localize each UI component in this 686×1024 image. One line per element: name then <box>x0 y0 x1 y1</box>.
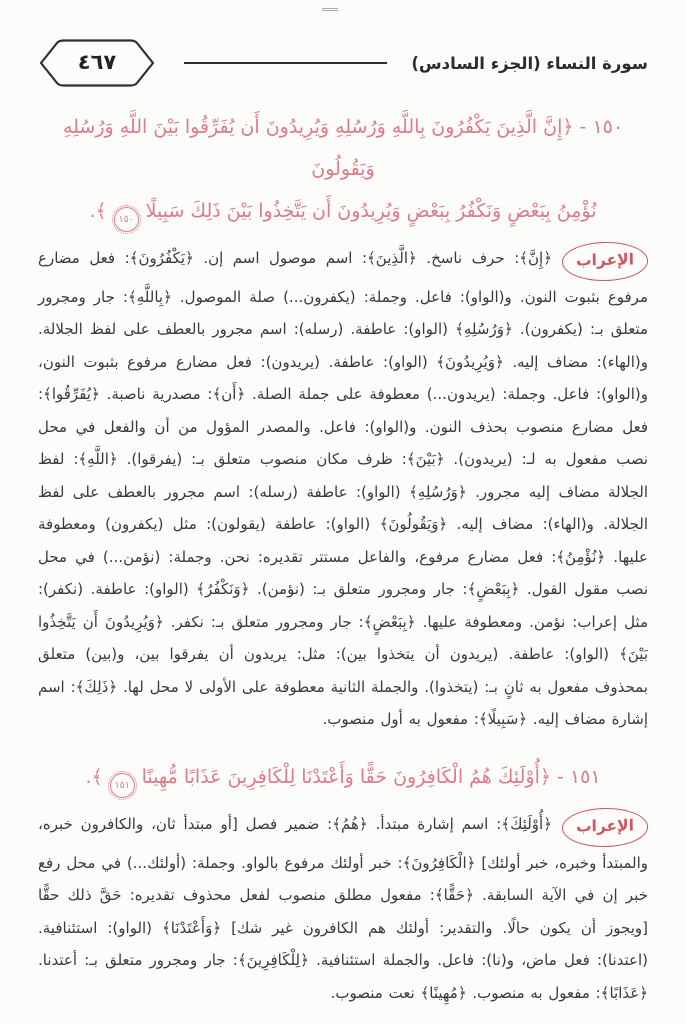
irab-label-badge: الإعراب <box>562 807 649 847</box>
scan-artifact-mark <box>322 8 338 16</box>
verse-150-line-2-text: نُؤْمِنُ بِبَعْضٍ وَنَكْفُرُ بِبَعْضٍ وَيُرِيدُونَ أَن يَتَّخِذُوا بَيْنَ ذَلِكَ سَبِيلًا <box>145 200 597 222</box>
verse-151 <box>40 756 646 798</box>
page-number: ٤٦٧ <box>77 50 117 74</box>
ayah-end-mark-150: ١٥٠ <box>114 207 139 232</box>
header-divider-line <box>184 62 387 64</box>
verse-150-line-1: ١٥٠ - ﴿إِنَّ الَّذِينَ يَكْفُرُونَ بِاللَّهِ وَرُسُلِهِ وَيُرِيدُونَ أَن يُفَرِّقُوا بَيْنَ اللَّهِ وَرُسُلِهِ وَيَقُولُونَ <box>62 116 624 180</box>
irab-section-150 <box>38 242 648 736</box>
verse-151-text: ١٥١ - ﴿أُوْلَئِكَ هُمُ الْكَافِرُونَ حَقًّا وَأَعْتَدْنَا لِلْكَافِرِينَ عَذَابًا مُّهِينًا <box>141 765 601 788</box>
irab-label-badge: الإعراب <box>562 242 649 282</box>
irab-text-151: ﴿أُوْلَئِكَ﴾: اسم إشارة مبتدأ. ﴿هُمُ﴾: ضمير فصل [أو مبتدأ ثان، والكافرون خبره، والمبتدأ وخبره، خبر أولئك] ﴿الْكَافِرُونَ﴾: خبر أولئك مرفوع بالواو. وجملة: (أولئك...) في محل رفع خبر إن في الآية السابقة. ﴿حَقًّا﴾: مفعول مطلق منصوب لفعل محذوف تقديره: حَقَّ ذلك حقًّا [ويجوز أن يكون حالًا. والتقدير: أولئك هم الكافرون غير شك] ﴿وَأَعْتَدْنَا﴾ (الواو): استئنافية. (اعتدنا): فعل ماض، و(نا): فاعل. والجملة استئنافية. ﴿لِلْكَافِرِينَ﴾: جار ومجرور متعلق بـ: أعتدنا. ﴿عَذَابًا﴾: مفعول به منصوب. ﴿مُهِينًا﴾ نعت منصوب. <box>38 815 648 1002</box>
irab-section-151 <box>38 808 648 1009</box>
verse-151-line-1 <box>40 756 646 798</box>
surah-title: سورة النساء (الجزء السادس) <box>411 53 648 73</box>
verse-151-closing-bracket: ﴾. <box>85 765 103 788</box>
verse-150-line-2 <box>40 190 646 232</box>
verse-150 <box>40 106 646 232</box>
page-number-badge <box>38 36 156 90</box>
ayah-end-mark-151: ١٥١ <box>110 773 135 798</box>
page-header <box>38 34 648 92</box>
verse-150-closing-bracket: ﴾. <box>89 200 107 222</box>
irab-text-150: ﴿إِنَّ﴾: حرف ناسخ. ﴿الَّذِينَ﴾: اسم موصول اسم إن. ﴿يَكْفُرُونَ﴾: فعل مضارع مرفوع بثبوت النون. و(الواو): فاعل. وجملة: (يكفرون...) صلة الموصول. ﴿بِاللَّهِ﴾: جار ومجرور متعلق بـ: (يكفرون). ﴿وَرُسُلِهِ﴾ (الواو): عاطفة. (رسله): اسم مجرور بالعطف على لفظ الجلالة. و(الهاء): مضاف إليه. ﴿وَيُرِيدُونَ﴾ (الواو): عاطفة. (يريدون): فعل مضارع مرفوع بثبوت النون، و(الواو): فاعل. وجملة: (يريدون...) معطوفة على جملة الصلة. ﴿أَن﴾: مصدرية ناصبة. ﴿يُفَرِّقُوا﴾: فعل مضارع منصوب بحذف النون. و(الواو): فاعل. والمصدر المؤول من أن والفعل في محل نصب مفعول به لـ: (يريدون). ﴿بَيْنَ﴾: ظرف مكان منصوب متعلق بـ: (يفرقوا). ﴿اللَّهِ﴾: لفظ الجلالة مضاف إليه مجرور. ﴿وَرُسُلِهِ﴾ (الواو): عاطفة (رسله): اسم مجرور بالعطف على لفظ الجلالة. و(الهاء): مضاف إليه. ﴿وَيَقُولُونَ﴾ (الواو): عاطفة (يقولون): مثل (يكفرون) ومعطوفة عليها. ﴿نُؤْمِنُ﴾: فعل مضارع مرفوع، والفاعل مستتر تقديره: نحن. وجملة: (نؤمن...) في محل نصب مقول القول. ﴿بِبَعْضٍ﴾: جار ومجرور متعلق بـ: (نؤمن). ﴿وَنَكْفُرُ﴾ (الواو): عاطفة. (نكفر): مثل إعراب: نؤمن. ومعطوفة عليها. ﴿بِبَعْضٍ﴾: جار ومجرور متعلق بـ: نكفر. ﴿وَيُرِيدُونَ أَن يَتَّخِذُوا بَيْنَ﴾ (الواو): عاطفة. (يريدون أن يتخذوا بين): مثل: يريدون أن يفرقوا بين، و(بين) متعلق بمحذوف مفعول به ثانٍ بـ: (يتخذوا). والجملة الثانية معطوفة على الأولى لا محل لها. ﴿ذَلِكَ﴾: اسم إشارة مضاف إليه. ﴿سَبِيلًا﴾: مفعول به أول منصوب. <box>38 249 648 729</box>
